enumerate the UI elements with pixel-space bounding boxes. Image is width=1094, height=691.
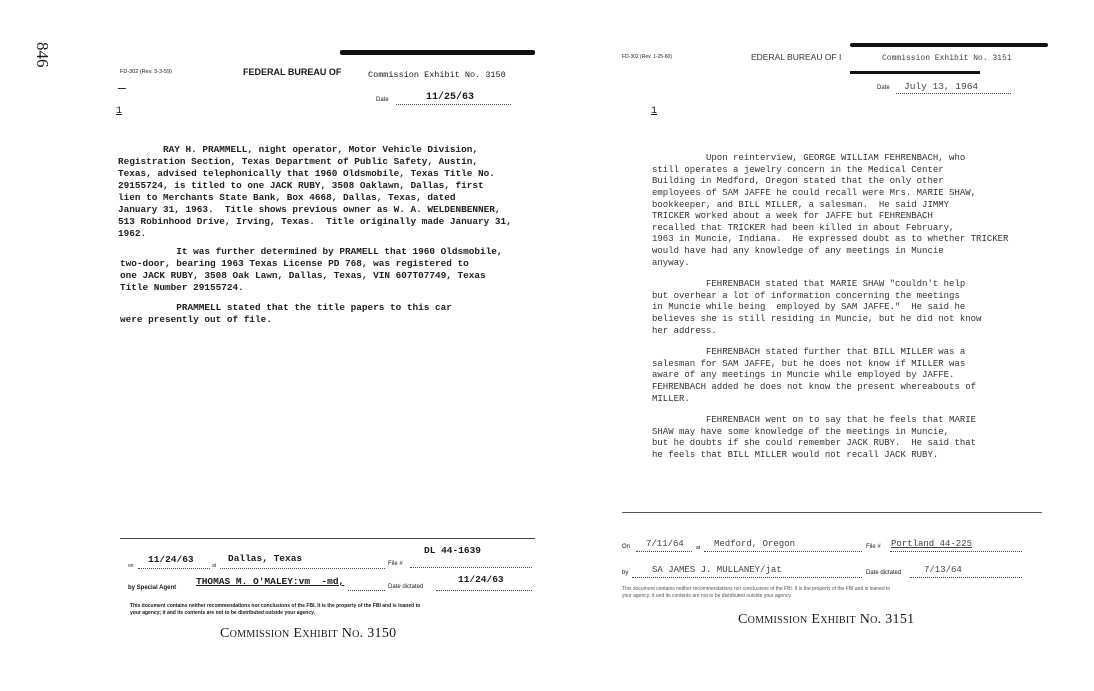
form-number: FD-302 (Rev. 1-25-60) xyxy=(622,54,672,60)
dictated-date: 7/13/64 xyxy=(924,565,962,575)
at-label: at xyxy=(212,563,217,569)
exhibit-caption: Commission Exhibit No. 3150 xyxy=(220,626,397,641)
date-value: July 13, 1964 xyxy=(904,81,979,92)
section-number: 1 xyxy=(116,106,123,117)
disclaimer: This document contains neither recommendations nor conclusions of the FBI. It is the property of the FBI and is loaned to your agency; it and its contents are not to be distributed outside your agency. xyxy=(622,586,891,599)
on-date: 11/24/63 xyxy=(148,554,194,565)
on-label: on xyxy=(128,563,134,569)
dictated-label: Date dictated xyxy=(866,570,902,576)
section-number: 1 xyxy=(651,106,658,117)
redaction-bar xyxy=(850,71,980,74)
paragraph-1: RAY H. PRAMMELL, night operator, Motor Vehicle Division, Registration Section, Texas Department of Public Safety, Austin, Texas, advised telephonically that 1960 Oldsmobile, Texas Title No. 29155724, is titled to one JACK RUBY, 3508 Oaklawn, Dallas, first lien to Merchants State Bank, Box 4668, Dallas, Texas, dated January 31, 1963. Title shows previous owner as W. A. WELDENBENNER, 513 Robinhood Drive, Irving, Texas. Title originally made January 31, 1962. xyxy=(118,144,512,239)
location: Medford, Oregon xyxy=(714,539,796,549)
date-label: Date xyxy=(877,85,890,91)
paragraph-3: PRAMMELL stated that the title papers to this car were presently out of file. xyxy=(120,302,452,325)
dictated-label: Date dictated xyxy=(388,584,424,590)
disclaimer: This document contains neither recommendations nor conclusions of the FBI. It is the property of the FBI and is loaned to your agency; it and its contents are not to be distributed outside your agency. xyxy=(130,603,421,616)
file-label: File # xyxy=(866,544,881,550)
paragraph-2: It was further determined by PRAMELL that 1960 Oldsmobile, two-door, bearing 1963 Texas License PD 768, was registered to one JACK RUBY, 3508 Oak Lawn, Dallas, Texas, VIN 607T07749, Texas Title Number 29155724. xyxy=(120,246,503,293)
by-label: by Special Agent xyxy=(128,585,177,591)
by-label: by xyxy=(622,570,629,576)
page-number: 846 xyxy=(33,42,52,68)
paragraph-4: FEHRENBACH went on to say that he feels that MARIE SHAW may have some knowledge of the meetings in Muncie, but he doubts if she could remember JACK RUBY. He said that he feels that BILL MILLER would not recall JACK RUBY. xyxy=(652,415,977,460)
exhibit-stamp: Commission Exhibit No. 3151 xyxy=(882,54,1012,63)
exhibit-stamp: Commission Exhibit No. 3150 xyxy=(368,70,506,80)
location: Dallas, Texas xyxy=(228,553,303,564)
date-label: Date xyxy=(376,97,389,103)
divider xyxy=(120,538,535,539)
paragraph-2: FEHRENBACH stated that MARIE SHAW "couldn't help but overhear a lot of information concerning the meetings in Muncie while being employed by SAM JAFFE." He said he believes she is still residing in Muncie, but he did not know her address. xyxy=(652,279,982,336)
agency-header: EDERAL BUREAU OF I xyxy=(751,52,842,62)
mark xyxy=(118,88,126,89)
dictated-date: 11/24/63 xyxy=(458,574,504,585)
agent-name: SA JAMES J. MULLANEY/jat xyxy=(652,565,782,575)
redaction-bar xyxy=(340,50,535,55)
on-date: 7/11/64 xyxy=(646,539,684,549)
redaction-bar xyxy=(850,43,1048,47)
file-number: Portland 44-225 xyxy=(891,539,973,549)
divider xyxy=(622,512,1042,513)
agency-header: FEDERAL BUREAU OF xyxy=(243,67,342,77)
paragraph-1: Upon reinterview, GEORGE WILLIAM FEHRENBACH, who still operates a jewelry concern in the Medical Center Building in Medford, Oregon stated that the only other employees of SAM JAFFE he could recall were Mrs. MARIE SHAW, bookkeeper, and BILL MILLER, a salesman. He said JIMMY TRICKER worked about a week for JAFFE but FEHRENBACH recalled that TRICKER had been killed in about February, 1963 in Muncie, Indiana. He expressed doubt as to whether TRICKER would have had any knowledge of any meetings in Muncie anyway. xyxy=(652,153,1009,268)
agent-name: THOMAS M. O'MALEY:vm -md, xyxy=(196,576,345,587)
at-label: at xyxy=(696,545,701,551)
file-number: DL 44-1639 xyxy=(424,545,482,556)
date-line xyxy=(396,104,511,105)
exhibit-caption: Commission Exhibit No. 3151 xyxy=(738,612,915,627)
on-label: On xyxy=(622,544,631,550)
date-value: 11/25/63 xyxy=(426,92,475,103)
form-number: FD-302 (Rev. 3-3-59) xyxy=(120,69,172,75)
paragraph-3: FEHRENBACH stated further that BILL MILLER was a salesman for SAM JAFFE, but he does not know if MILLER was aware of any meetings in Muncie while employed by JAFFE. FEHRENBACH added he does not know the present whereabouts of MILLER. xyxy=(652,347,977,404)
file-label: File # xyxy=(388,561,403,567)
